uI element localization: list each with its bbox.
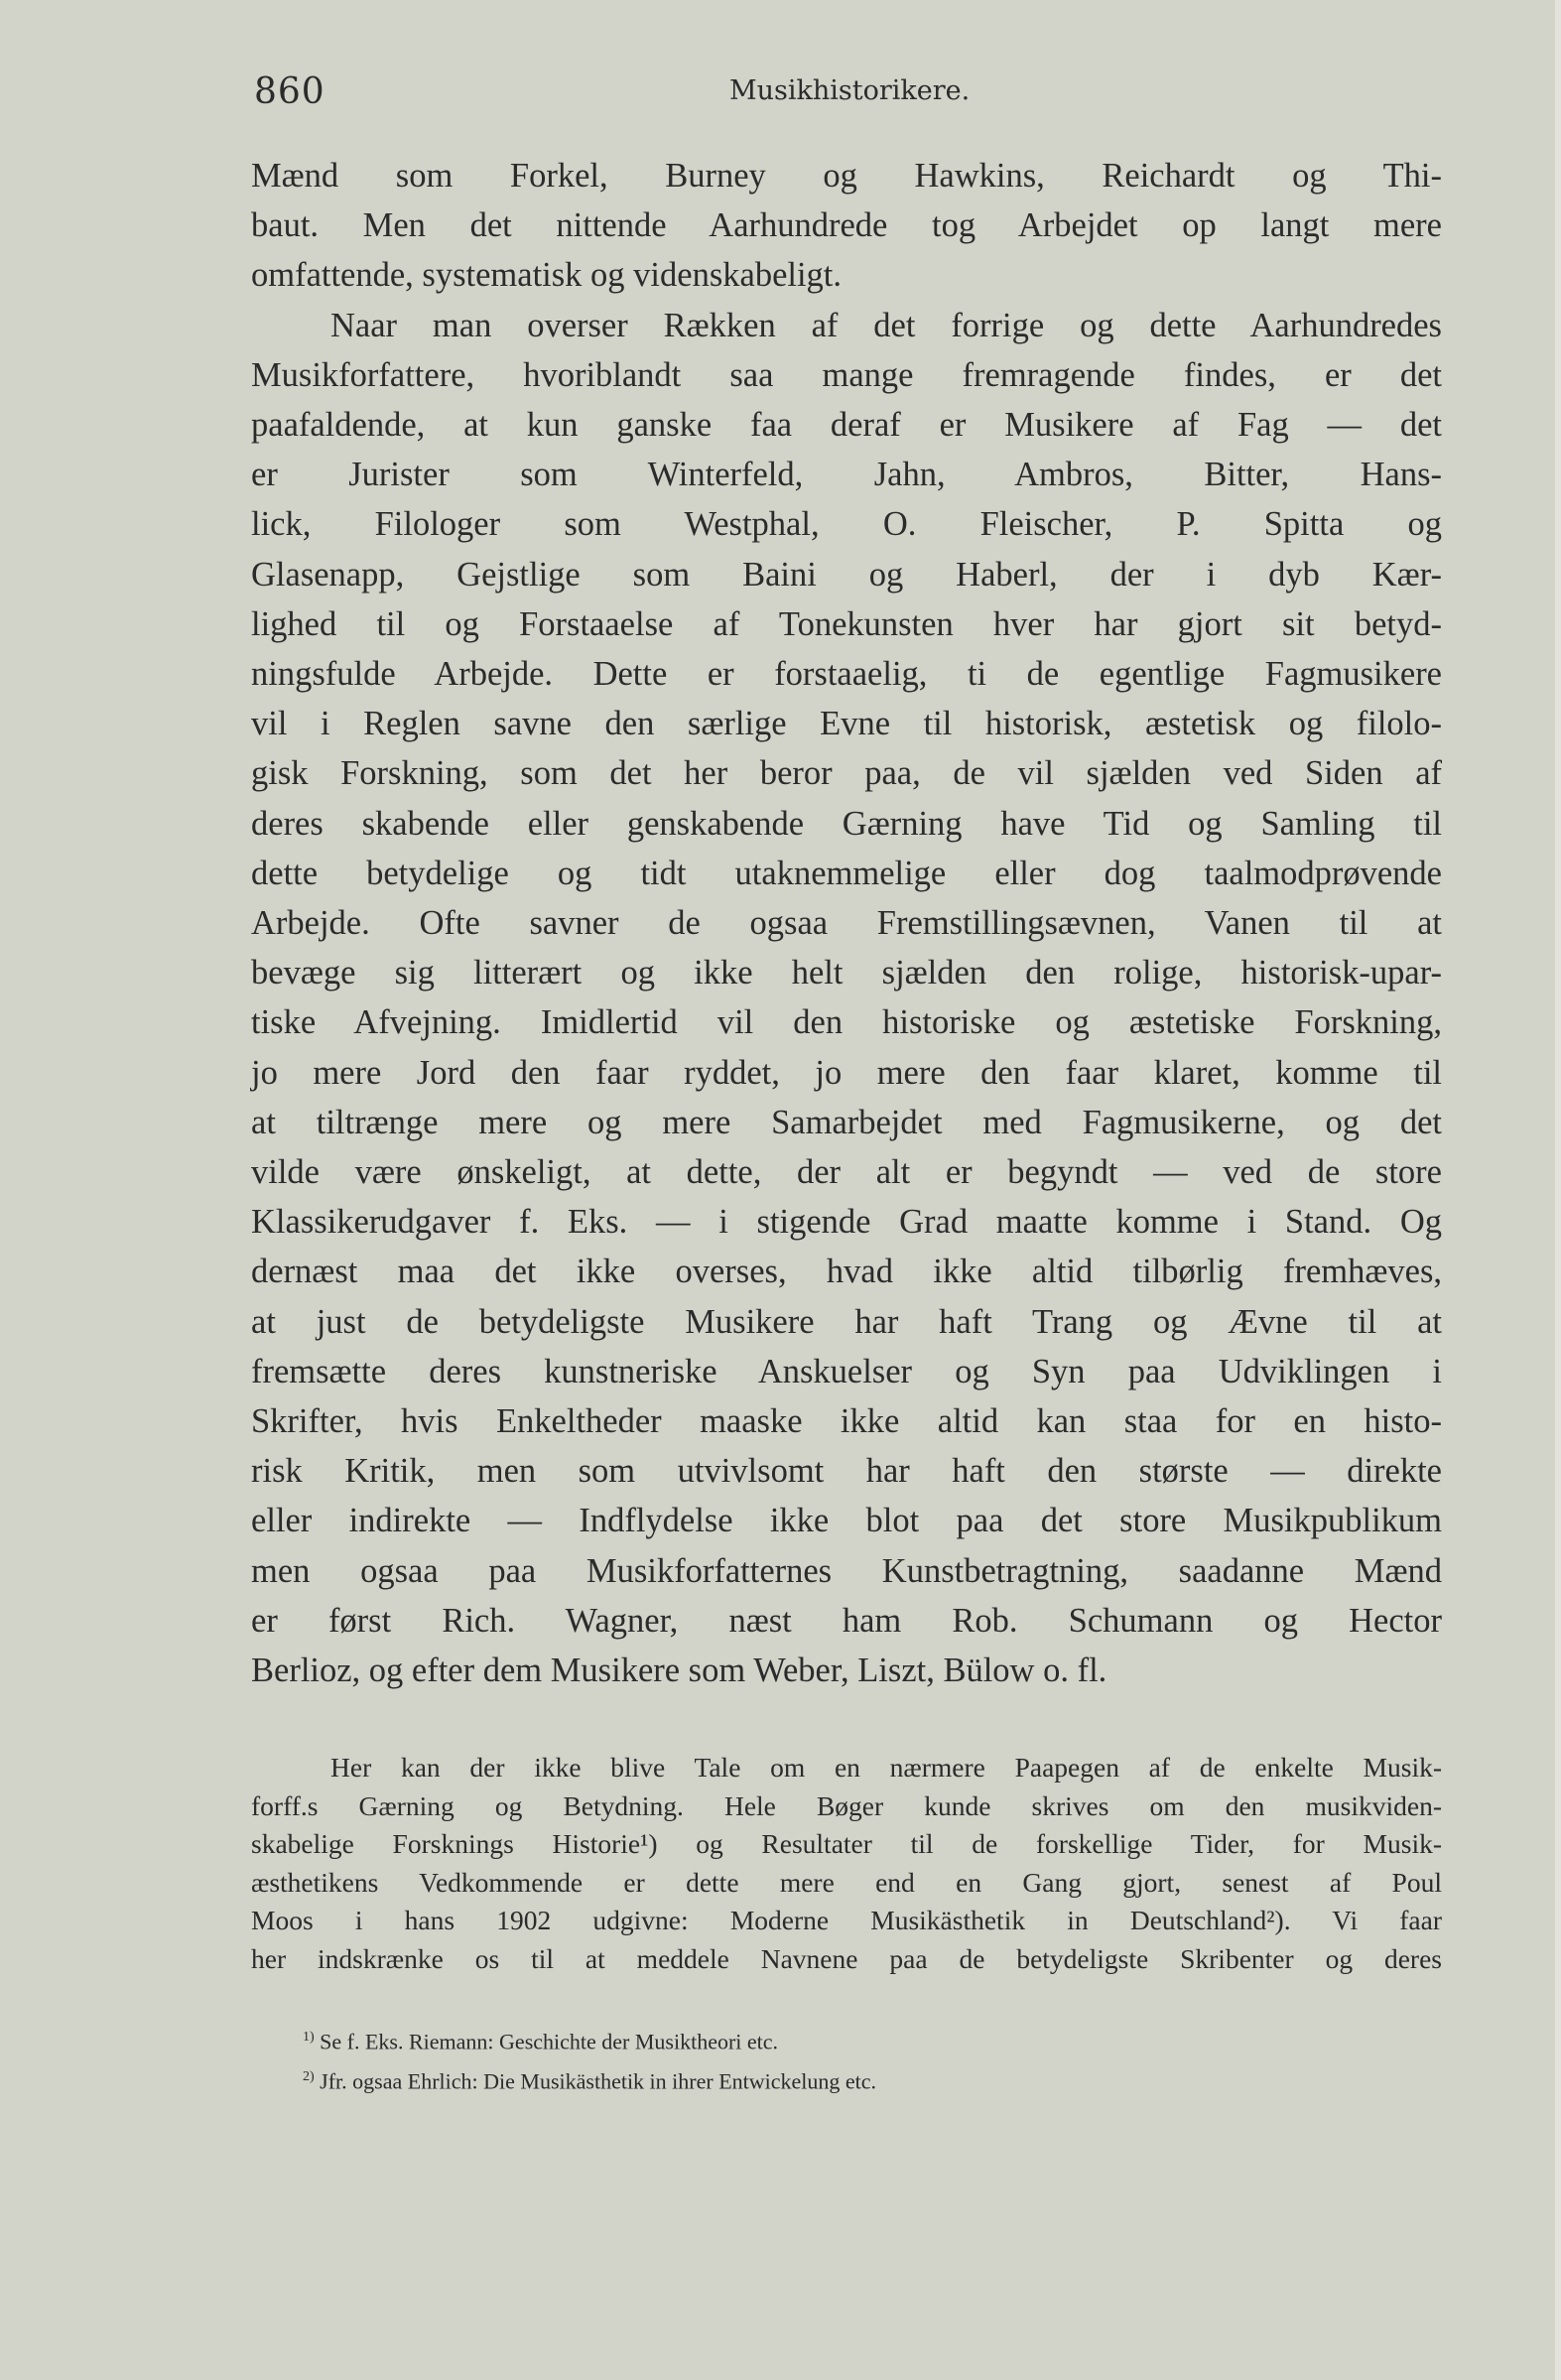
text-line: deres skabende eller genskabende Gærning have Tid og Samling til [251, 804, 1442, 843]
footnote-text: Se f. Eks. Riemann: Geschichte der Musiktheori etc. [320, 2029, 779, 2054]
footnotes [303, 2020, 1394, 2100]
text-line: dette betydelige og tidt utaknemmelige eller dog taalmodprøvende [251, 854, 1442, 892]
text-line: paafaldende, at kun ganske faa deraf er Musikere af Fag — det [251, 406, 1442, 445]
text-line: Berlioz, og efter dem Musikere som Weber, Liszt, Bülow o. fl. [251, 1652, 1107, 1690]
small-text-line: her indskrænke os til at meddele Navnene paa de betydeligste Skribenter og deres [251, 1942, 1442, 1974]
text-line: tiske Afvejning. Imidlertid vil den historiske og æstetiske Forskning, [251, 1003, 1442, 1042]
text-line: dernæst maa det ikke overses, hvad ikke altid tilbørlig fremhæves, [251, 1253, 1442, 1291]
text-line: vil i Reglen savne den særlige Evne til historisk, æstetisk og filolo- [251, 705, 1442, 743]
text-line: fremsætte deres kunstneriske Anskuelser og Syn paa Udviklingen i [251, 1352, 1442, 1390]
footnote-1 [303, 2020, 1394, 2059]
footnote-mark: 2) [303, 2069, 315, 2085]
small-text-line: Her kan der ikke blive Tale om en nærmere Paapegen af de enkelte Musik- [330, 1752, 1442, 1783]
page-number: 860 [254, 71, 325, 112]
text-line: baut. Men det nittende Aarhundrede tog Arbejdet op langt mere [251, 206, 1442, 245]
text-line: at just de betydeligste Musikere har haft Trang og Ævne til at [251, 1302, 1442, 1341]
text-line: at tiltrænge mere og mere Samarbejdet med Fagmusikerne, og det [251, 1103, 1442, 1141]
running-title: Musikhistorikere. [729, 75, 971, 106]
text-line: bevæge sig litterært og ikke helt sjælden den rolige, historisk-upar- [251, 954, 1442, 992]
text-line: er først Rich. Wagner, næst ham Rob. Schumann og Hector [251, 1601, 1442, 1640]
text-line: Skrifter, hvis Enkeltheder maaske ikke altid kan staa for en histo- [251, 1402, 1442, 1441]
small-text-line: skabelige Forsknings Historie¹) og Resultater til de forskellige Tider, for Musik- [251, 1828, 1442, 1859]
footnote-2 [303, 2059, 1394, 2099]
text-line: lighed til og Forstaaelse af Tonekunsten hver har gjort sit betyd- [251, 604, 1442, 643]
text-line: Naar man overser Rækken af det forrige og dette Aarhundredes [330, 306, 1442, 344]
text-line: Musikforfattere, hvoriblandt saa mange fremragende findes, er det [251, 355, 1442, 394]
page-edge [1555, 0, 1561, 2380]
text-line: eller indirekte — Indflydelse ikke blot paa det store Musikpublikum [251, 1502, 1442, 1540]
text-line: er Jurister som Winterfeld, Jahn, Ambros, Bitter, Hans- [251, 456, 1442, 494]
text-line: vilde være ønskeligt, at dette, der alt er begyndt — ved de store [251, 1153, 1442, 1192]
text-line: men ogsaa paa Musikforfatternes Kunstbetragtning, saadanne Mænd [251, 1551, 1442, 1590]
small-text-line: forff.s Gærning og Betydning. Hele Bøger kunde skrives om den musikviden- [251, 1789, 1442, 1821]
text-line: lick, Filologer som Westphal, O. Fleischer, P. Spitta og [251, 505, 1442, 544]
small-print-block [251, 1749, 1442, 1978]
text-line: Arbejde. Ofte savner de ogsaa Fremstillingsævnen, Vanen til at [251, 904, 1442, 943]
footnote-text: Jfr. ogsaa Ehrlich: Die Musikästhetik in ihrer Entwickelung etc. [320, 2068, 877, 2094]
text-line: jo mere Jord den faar ryddet, jo mere den faar klaret, komme til [251, 1053, 1442, 1092]
small-text-line: æsthetikens Vedkommende er dette mere end en Gang gjort, senest af Poul [251, 1866, 1442, 1898]
text-line: Klassikerudgaver f. Eks. — i stigende Grad maatte komme i Stand. Og [251, 1203, 1442, 1242]
main-text-block [251, 151, 1442, 1695]
text-line: risk Kritik, men som utvivlsomt har haft den største — direkte [251, 1452, 1442, 1491]
text-line: omfattende, systematisk og videnskabeligt. [251, 256, 843, 295]
small-text-line: Moos i hans 1902 udgivne: Moderne Musikästhetik in Deutschland²). Vi faar [251, 1905, 1442, 1935]
text-line: ningsfulde Arbejde. Dette er forstaaelig, ti de egentlige Fagmusikere [251, 655, 1442, 694]
text-line: gisk Forskning, som det her beror paa, de vil sjælden ved Siden af [251, 754, 1442, 793]
text-line: Mænd som Forkel, Burney og Hawkins, Reichardt og Thi- [251, 157, 1442, 195]
footnote-mark: 1) [303, 2030, 315, 2045]
text-line: Glasenapp, Gejstlige som Baini og Haberl, der i dyb Kær- [251, 555, 1442, 594]
